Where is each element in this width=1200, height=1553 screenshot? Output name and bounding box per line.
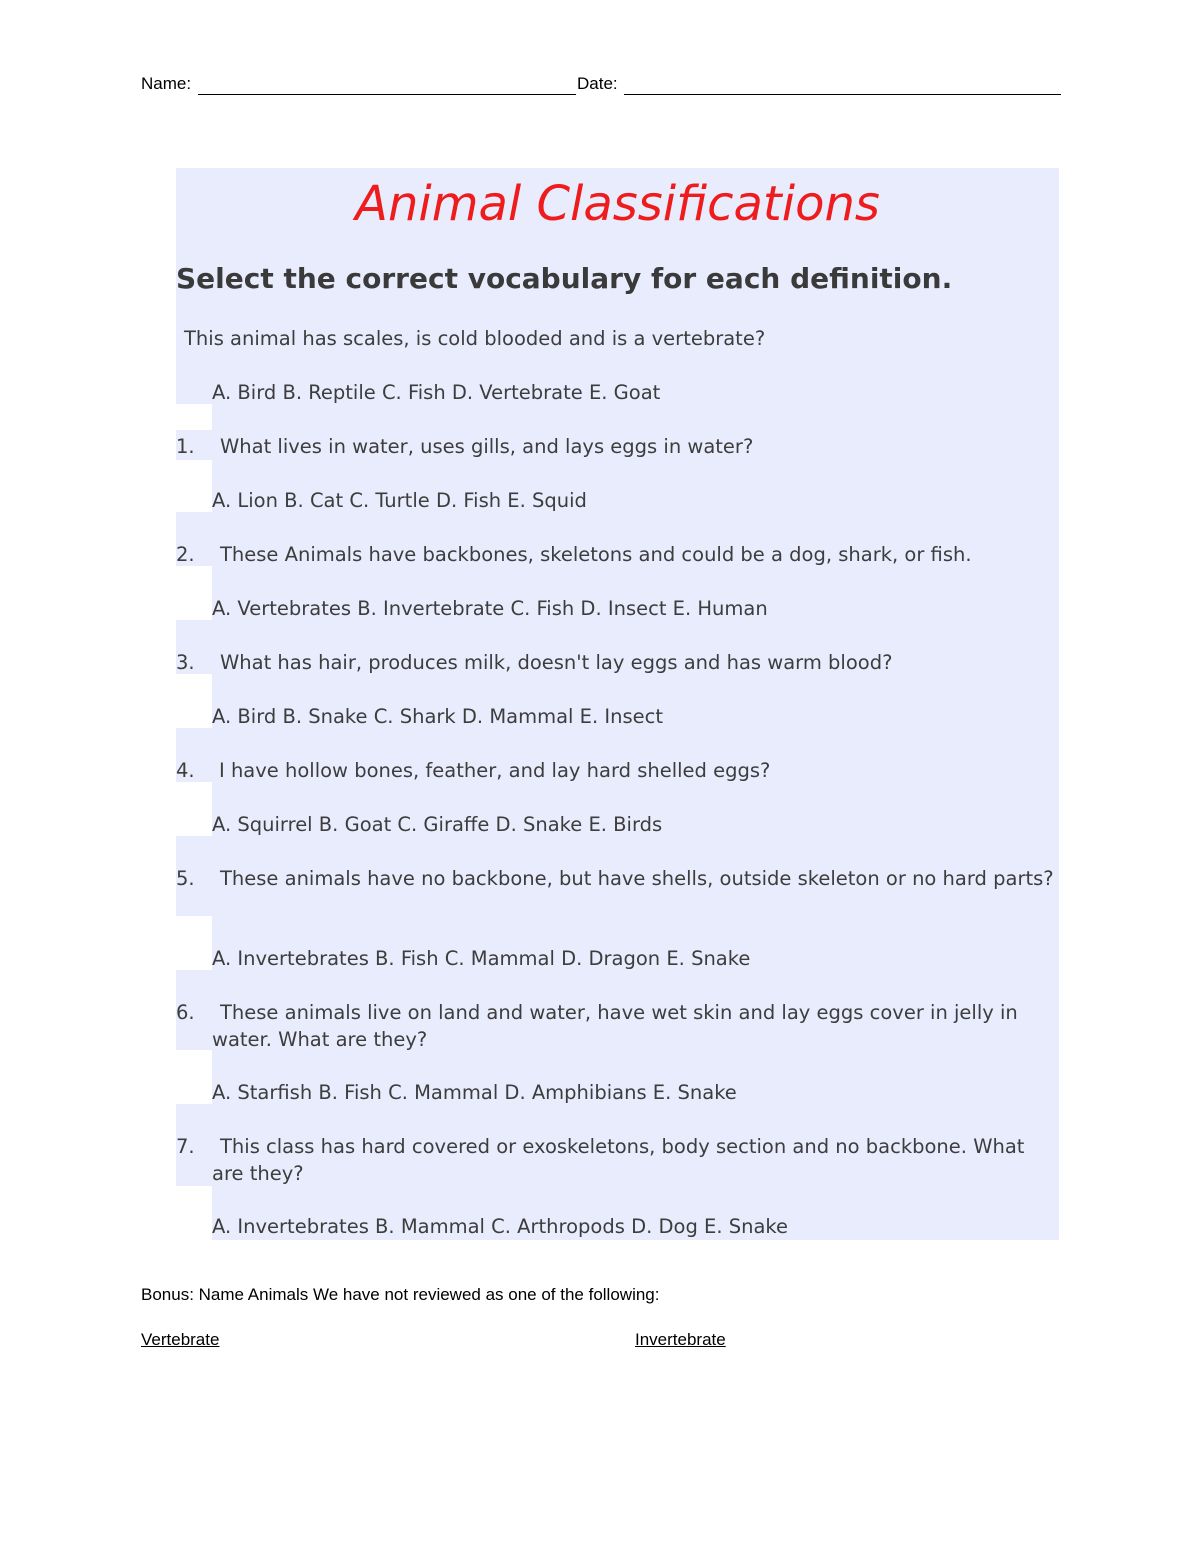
answer-choices: A. Starfish B. Fish C. Mammal D. Amphibians E. Snake bbox=[212, 1081, 737, 1104]
question-text: These animals have no backbone, but have shells, outside skeleton or no hard parts? bbox=[220, 867, 1054, 890]
question-text: I have hollow bones, feather, and lay hard shelled eggs? bbox=[219, 759, 771, 782]
answer-choices: A. Bird B. Snake C. Shark D. Mammal E. Insect bbox=[212, 705, 663, 728]
question-number: 5. bbox=[176, 867, 195, 890]
answer-choices: A. Invertebrates B. Mammal C. Arthropods D. Dog E. Snake bbox=[212, 1215, 789, 1238]
answer-choices: A. Squirrel B. Goat C. Giraffe D. Snake E. Birds bbox=[212, 813, 663, 836]
date-label: Date: bbox=[577, 74, 618, 93]
quiz-panel bbox=[176, 168, 1059, 1240]
question-number: 3. bbox=[176, 651, 195, 674]
question-text: These Animals have backbones, skeletons and could be a dog, shark, or fish. bbox=[220, 543, 972, 566]
intro-answers: A. Bird B. Reptile C. Fish D. Vertebrate E. Goat bbox=[212, 381, 661, 404]
intro-question: This animal has scales, is cold blooded and is a vertebrate? bbox=[184, 327, 766, 350]
question-number: 1. bbox=[176, 435, 195, 458]
question-text: This class has hard covered or exoskeletons, body section and no backbone. What are they? bbox=[212, 1135, 1025, 1185]
question-number: 2. bbox=[176, 543, 195, 566]
vertebrate-column-heading: Vertebrate bbox=[141, 1330, 220, 1349]
name-date-header bbox=[141, 74, 1061, 98]
answer-choices: A. Invertebrates B. Fish C. Mammal D. Dragon E. Snake bbox=[212, 947, 751, 970]
invertebrate-column-heading: Invertebrate bbox=[635, 1330, 726, 1349]
bonus-instructions: Bonus: Name Animals We have not reviewed as one of the following: bbox=[141, 1285, 660, 1304]
worksheet-subtitle: Select the correct vocabulary for each definition. bbox=[176, 262, 953, 295]
name-field-line[interactable] bbox=[198, 94, 576, 95]
answer-choices: A. Lion B. Cat C. Turtle D. Fish E. Squid bbox=[212, 489, 587, 512]
question-number: 4. bbox=[176, 759, 195, 782]
question-item bbox=[176, 865, 1059, 919]
question-number: 7. bbox=[176, 1135, 195, 1158]
question-item bbox=[176, 1133, 1059, 1187]
name-label: Name: bbox=[141, 74, 192, 93]
date-field-line[interactable] bbox=[624, 94, 1061, 95]
question-number: 6. bbox=[176, 1001, 195, 1024]
question-text: These animals live on land and water, have wet skin and lay eggs cover in jelly in water. What are they? bbox=[212, 1001, 1018, 1051]
question-item bbox=[176, 999, 1059, 1053]
question-text: What lives in water, uses gills, and lays eggs in water? bbox=[220, 435, 754, 458]
question-text: What has hair, produces milk, doesn't lay eggs and has warm blood? bbox=[220, 651, 893, 674]
answer-choices: A. Vertebrates B. Invertebrate C. Fish D. Insect E. Human bbox=[212, 597, 768, 620]
worksheet-title: Animal Classifications bbox=[355, 176, 880, 232]
